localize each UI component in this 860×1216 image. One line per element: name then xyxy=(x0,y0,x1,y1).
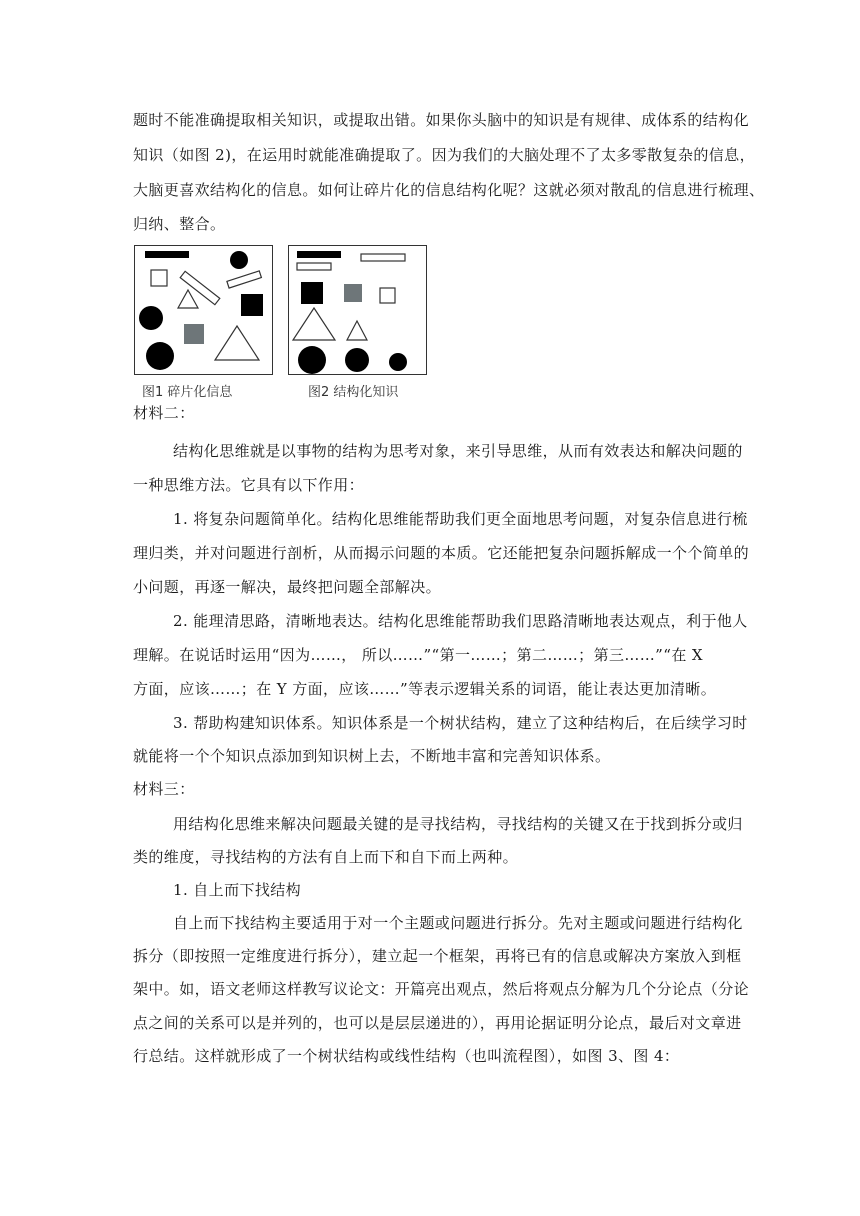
fig1-tilted-bar-2 xyxy=(227,271,261,288)
fig1-small-black-circle xyxy=(230,251,248,269)
fig1-black-circle-bottom xyxy=(146,342,174,370)
fig2-black-square xyxy=(301,282,323,304)
material-2-line-2: 一种思维方法。它具有以下作用： xyxy=(133,476,365,494)
material-2-line-7: 理解。在说话时运用“因为……， 所以……”“第一……；第二……；第三……”“在 X xyxy=(133,646,703,664)
fig1-small-square xyxy=(151,270,167,286)
material-3-line-5: 拆分（即按照一定维度进行拆分），建立起一个框架，再将已有的信息或解决方案放入到框 xyxy=(133,947,742,965)
figure-1-caption: 图1 碎片化信息 xyxy=(142,385,233,400)
material-2-line-8: 方面，应该……；在 Y 方面，应该……”等表示逻辑关系的词语，能让表达更加清晰。 xyxy=(133,680,717,698)
figure-2-shapes xyxy=(289,246,428,376)
fig2-small-square xyxy=(380,288,395,303)
intro-line-4: 归纳、整合。 xyxy=(133,215,226,233)
fig2-outline-bar-short xyxy=(297,263,331,270)
intro-line-1: 题时不能准确提取相关知识，或提取出错。如果你头脑中的知识是有规律、成体系的结构化 xyxy=(133,111,750,129)
fig2-outline-bar-long xyxy=(361,254,405,261)
material-2-line-6: 2. 能理清思路，清晰地表达。结构化思维能帮助我们思路清晰地表达观点，利于他人 xyxy=(173,612,748,630)
fig1-black-circle-left xyxy=(139,306,163,330)
material-3-line-6: 架中。如，语文老师这样教写议论文：开篇亮出观点，然后将观点分解为几个分论点（分论 xyxy=(133,980,750,998)
material-2-line-4: 理归类，并对问题进行剖析，从而揭示问题的本质。它还能把复杂问题拆解成一个个简单的 xyxy=(133,544,750,562)
material-3-heading: 材料三： xyxy=(133,780,195,798)
fig2-gray-square xyxy=(344,284,362,302)
material-2-line-9: 3. 帮助构建知识体系。知识体系是一个树状结构，建立了这种结构后，在后续学习时 xyxy=(173,714,748,732)
figure-2-caption: 图2 结构化知识 xyxy=(308,385,399,400)
fig1-small-triangle xyxy=(178,290,198,308)
material-2-heading: 材料二： xyxy=(133,404,195,422)
material-3-line-7: 点之间的关系可以是并列的，也可以是层层递进的），再用论据证明分论点，最后对文章进 xyxy=(133,1014,742,1032)
fig1-large-triangle xyxy=(215,326,259,360)
fig2-medium-circle xyxy=(345,348,369,372)
fig2-large-circle xyxy=(298,346,326,374)
fig1-black-square xyxy=(241,294,263,316)
fig1-tilted-bar-1 xyxy=(180,271,220,304)
material-3-line-4: 自上而下找结构主要适用于对一个主题或问题进行拆分。先对主题或问题进行结构化 xyxy=(173,914,743,932)
fig2-small-circle xyxy=(389,353,407,371)
material-2-line-10: 就能将一个个知识点添加到知识树上去，不断地丰富和完善知识体系。 xyxy=(133,747,611,765)
material-3-line-1: 用结构化思维来解决问题最关键的是寻找结构，寻找结构的关键又在于找到拆分或归 xyxy=(173,815,743,833)
fig2-black-bar xyxy=(297,251,341,258)
material-3-line-2: 类的维度，寻找结构的方法有自上而下和自下而上两种。 xyxy=(133,848,519,866)
material-2-line-5: 小问题，再逐一解决，最终把问题全部解决。 xyxy=(133,578,442,596)
intro-line-2: 知识（如图 2)，在运用时就能准确提取了。因为我们的大脑处理不了太多零散复杂的信息， xyxy=(133,146,755,164)
figure-1-shapes xyxy=(135,246,274,376)
material-2-line-3: 1. 将复杂问题简单化。结构化思维能帮助我们更全面地思考问题，对复杂信息进行梳 xyxy=(173,510,748,528)
intro-line-3: 大脑更喜欢结构化的信息。如何让碎片化的信息结构化呢？这就必须对散乱的信息进行梳理、 xyxy=(133,181,765,199)
fig1-gray-square xyxy=(184,324,204,344)
material-2-line-1: 结构化思维就是以事物的结构为思考对象，来引导思维，从而有效表达和解决问题的 xyxy=(173,442,743,460)
figure-2-structured xyxy=(288,245,427,375)
fig1-black-bar xyxy=(145,251,189,258)
fig2-small-triangle xyxy=(347,321,367,340)
fig2-large-triangle xyxy=(293,308,335,340)
material-3-line-3: 1. 自上而下找结构 xyxy=(173,881,302,899)
material-3-line-8: 行总结。这样就形成了一个树状结构或线性结构（也叫流程图），如图 3、图 4： xyxy=(133,1047,680,1065)
figure-1-fragmented xyxy=(134,245,273,375)
